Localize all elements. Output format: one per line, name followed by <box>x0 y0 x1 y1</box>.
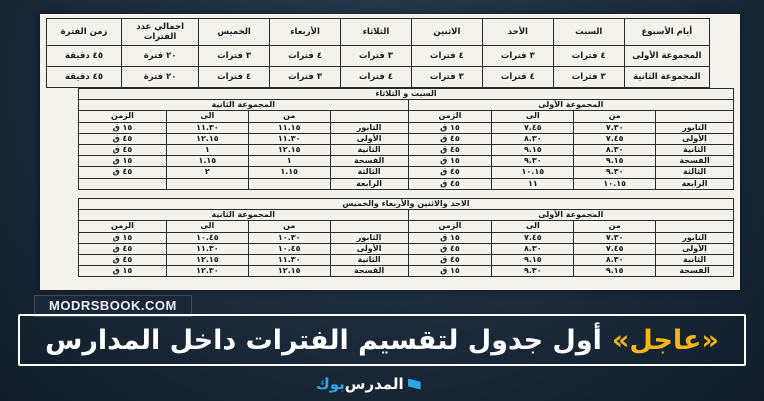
table-cell: ١٢.١٥ <box>166 133 248 144</box>
table-cell: الثانية <box>330 144 408 155</box>
table-cell: الفسحة <box>330 156 408 167</box>
table-cell: ١١.٣٠ <box>248 133 330 144</box>
table-cell: ٨.٣٠ <box>492 133 574 144</box>
blank-header <box>656 111 734 122</box>
summary-cell: ٤ فترات <box>482 67 553 88</box>
summary-cell: ٤٥ دقيقة <box>47 46 122 67</box>
table-cell: ٤٥ ق <box>79 144 167 155</box>
table-cell: ٩.٣٠ <box>492 156 574 167</box>
table-cell: ٤٥ ق <box>408 178 492 189</box>
sun-thu-rows <box>79 232 734 277</box>
table-row <box>79 144 734 155</box>
table-cell <box>166 178 248 189</box>
table-cell: الفسحة <box>330 266 408 277</box>
summary-cell: ٣ فترات <box>553 67 624 88</box>
summary-cell: ٢٠ فترة <box>122 67 199 88</box>
table-cell: ٧.٤٥ <box>574 133 656 144</box>
table-cell: ٤٥ ق <box>79 133 167 144</box>
table-cell: ١٠.١٥ <box>574 178 656 189</box>
logo-part-1: المدرس <box>344 375 404 393</box>
sunday-monday-wednesday-thursday-table <box>78 198 734 277</box>
table-cell: ٤٥ ق <box>79 254 167 265</box>
table-row <box>79 232 734 243</box>
table-cell: الرابعة <box>330 178 408 189</box>
table-row <box>79 178 734 189</box>
summary-header-cell: الاثنين <box>411 19 482 46</box>
summary-header-cell: الثلاثاء <box>341 19 412 46</box>
table-cell: ١٠.٤٥ <box>166 232 248 243</box>
table-cell: ١١.١٥ <box>248 122 330 133</box>
col-to: الى <box>492 111 574 122</box>
table-cell: الثالثة <box>330 167 408 178</box>
table-cell: ٨.٣٠ <box>492 243 574 254</box>
blank-header <box>330 111 408 122</box>
summary-row <box>47 67 710 88</box>
logo-flag-icon <box>408 379 421 390</box>
summary-header-cell: الخميس <box>199 19 270 46</box>
summary-cell: المجموعة الثانية <box>624 67 709 88</box>
summary-header-cell: السبت <box>553 19 624 46</box>
summary-header-cell: الأحد <box>482 19 553 46</box>
summary-header-cell: زمن الفترة <box>47 19 122 46</box>
table-row <box>79 156 734 167</box>
table-cell: ١.١٥ <box>248 167 330 178</box>
table-cell: الأولى <box>330 133 408 144</box>
table-cell: الثانية <box>656 144 734 155</box>
summary-row <box>47 46 710 67</box>
table-cell: ١٢.١٥ <box>248 144 330 155</box>
summary-cell: ٤ فترات <box>199 67 270 88</box>
table-cell: ٧.٣٠ <box>574 122 656 133</box>
summary-cell: ٤ فترات <box>411 46 482 67</box>
table-cell: الأولى <box>330 243 408 254</box>
table-cell: ٢ <box>166 167 248 178</box>
table-cell: ٤٥ ق <box>79 243 167 254</box>
col-duration: الزمن <box>79 221 167 232</box>
table-cell: ١١.٣٠ <box>166 122 248 133</box>
table-cell: ١ <box>248 156 330 167</box>
blank-header <box>656 221 734 232</box>
logo-part-2: بوك <box>316 375 345 393</box>
table-cell: ٧.٤٥ <box>492 232 574 243</box>
summary-cell: ٤٥ دقيقة <box>47 67 122 88</box>
col-from: من <box>574 221 656 232</box>
table-cell: ٨.٣٠ <box>574 144 656 155</box>
table-cell: الفسحة <box>656 266 734 277</box>
group-header: المجموعة الثانية <box>79 210 409 221</box>
table-cell: التابور <box>330 122 408 133</box>
col-to: الى <box>166 221 248 232</box>
table-cell: ٧.٣٠ <box>574 232 656 243</box>
group-header: المجموعة الأولى <box>408 210 733 221</box>
table-cell: ٧.٤٥ <box>574 243 656 254</box>
table-cell: ١٠.٤٥ <box>248 243 330 254</box>
group-header: المجموعة الأولى <box>408 100 733 111</box>
col-duration: الزمن <box>79 111 167 122</box>
summary-header-cell: الأربعاء <box>270 19 341 46</box>
table-cell: التابور <box>656 232 734 243</box>
table-cell: ٧.٤٥ <box>492 122 574 133</box>
table-cell: ٩.٣٠ <box>574 167 656 178</box>
summary-cell: ٣ فترات <box>199 46 270 67</box>
table-cell: الثانية <box>330 254 408 265</box>
table-row <box>79 122 734 133</box>
summary-header-cell: أيام الأسبوع <box>624 19 709 46</box>
table-cell: ٤٥ ق <box>408 254 492 265</box>
table-cell: ١٥ ق <box>408 156 492 167</box>
table-cell: ٩.١٥ <box>574 266 656 277</box>
col-from: من <box>248 111 330 122</box>
table-cell: ١٢.١٥ <box>166 254 248 265</box>
summary-table <box>46 18 710 88</box>
table-cell: ٤٥ ق <box>408 133 492 144</box>
blank-header <box>330 221 408 232</box>
table-row <box>79 167 734 178</box>
table-cell: ٤٥ ق <box>408 243 492 254</box>
table-cell: ١٥ ق <box>79 266 167 277</box>
table-cell: الأولى <box>656 133 734 144</box>
urgent-tag: «عاجل» <box>611 324 719 356</box>
site-label[interactable]: MODRSBOOK.COM <box>34 295 192 317</box>
table-cell: التابور <box>656 122 734 133</box>
table-cell: ١١ <box>492 178 574 189</box>
table-cell: ١١.٣٠ <box>248 254 330 265</box>
summary-cell: ٤ فترات <box>553 46 624 67</box>
table-cell: الفسحة <box>656 156 734 167</box>
table-cell: التابور <box>330 232 408 243</box>
section-title: السبت و الثلاثاء <box>79 89 734 100</box>
table-cell: ٩.٣٠ <box>492 266 574 277</box>
sat-tue-rows <box>79 122 734 189</box>
table-cell: ١٥ ق <box>408 122 492 133</box>
schedule-document-image <box>40 14 740 290</box>
summary-cell: ٣ فترات <box>341 46 412 67</box>
summary-header-cell: اجمالي عدد الفترات <box>122 19 199 46</box>
table-cell: ١٥ ق <box>408 266 492 277</box>
table-cell: الثالثة <box>656 167 734 178</box>
group-header: المجموعة الثانية <box>79 100 409 111</box>
summary-cell: ٤ فترات <box>341 67 412 88</box>
summary-cell: ٣ فترات <box>270 67 341 88</box>
summary-cell: ٣ فترات <box>482 46 553 67</box>
table-cell <box>248 178 330 189</box>
col-duration: الزمن <box>408 221 492 232</box>
saturday-tuesday-table <box>78 88 734 190</box>
table-row <box>79 266 734 277</box>
table-row <box>79 243 734 254</box>
table-cell: ١٥ ق <box>79 122 167 133</box>
col-from: من <box>248 221 330 232</box>
table-cell: ١ <box>166 144 248 155</box>
section-title: الاحد والاثنين والأربعاء والخميس <box>79 199 734 210</box>
table-cell: ١٥ ق <box>408 232 492 243</box>
table-cell: ١٥ ق <box>79 156 167 167</box>
summary-header-row <box>47 19 710 46</box>
summary-cell: ٢٠ فترة <box>122 46 199 67</box>
table-row <box>79 133 734 144</box>
table-cell: ١٠.٣٠ <box>248 232 330 243</box>
table-cell: ١٢.٣٠ <box>166 266 248 277</box>
table-cell: ١٢.١٥ <box>248 266 330 277</box>
table-cell: ٤٥ ق <box>79 167 167 178</box>
summary-cell: ٣ فترات <box>411 67 482 88</box>
table-cell: ١٥ ق <box>79 232 167 243</box>
col-to: الى <box>166 111 248 122</box>
table-cell: ١٠.١٥ <box>492 167 574 178</box>
table-cell: ٩.١٥ <box>492 254 574 265</box>
summary-cell: المجموعة الأولى <box>624 46 709 67</box>
table-cell: الثانية <box>656 254 734 265</box>
table-cell <box>79 178 167 189</box>
col-to: الى <box>492 221 574 232</box>
table-cell: ٤٥ ق <box>408 167 492 178</box>
table-cell: ٤٥ ق <box>408 144 492 155</box>
table-cell: ٩.١٥ <box>492 144 574 155</box>
headline-text: أول جدول لتقسيم الفترات داخل المدارس <box>45 324 602 356</box>
col-duration: الزمن <box>408 111 492 122</box>
col-from: من <box>574 111 656 122</box>
table-cell: ١١.٣٠ <box>166 243 248 254</box>
table-cell: ٨.٣٠ <box>574 254 656 265</box>
site-logo[interactable] <box>316 373 421 395</box>
table-cell: ٩.١٥ <box>574 156 656 167</box>
table-cell: ١.١٥ <box>166 156 248 167</box>
summary-cell: ٤ فترات <box>270 46 341 67</box>
headline-banner <box>18 314 746 366</box>
table-cell: الرابعة <box>656 178 734 189</box>
table-row <box>79 254 734 265</box>
table-cell: الأولى <box>656 243 734 254</box>
